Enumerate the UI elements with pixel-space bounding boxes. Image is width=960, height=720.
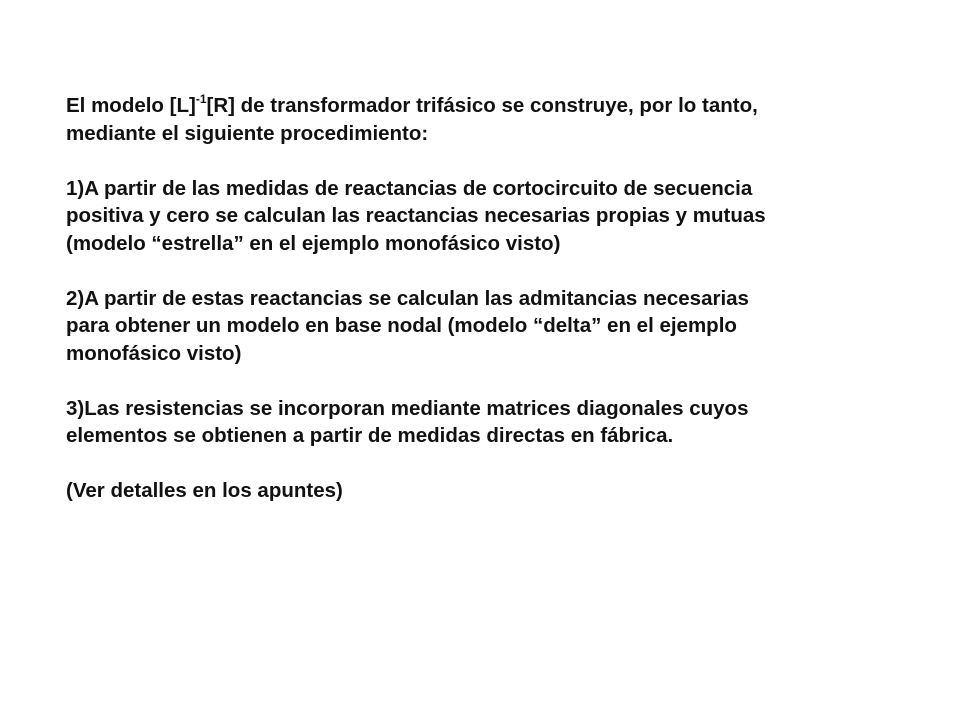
step-3-line-1: 3)Las resistencias se incorporan mediante matrices diagonales cuyos [66,396,749,420]
step-3-paragraph [66,395,896,450]
step-1-line-1: 1)A partir de las medidas de reactancias de cortocircuito de secuencia [66,176,753,200]
note-line: (Ver detalles en los apuntes) [66,479,343,502]
step-2-paragraph [66,285,896,368]
step-2-line-1: 2)A partir de estas reactancias se calculan las admitancias necesarias [66,286,749,310]
intro-line-1 [66,92,896,120]
step-2-line-3: monofásico visto) [66,341,242,365]
slide-body [66,92,896,505]
intro-line-2: mediante el siguiente procedimiento: [66,121,429,145]
step-2-line-2: para obtener un modelo en base nodal (modelo “delta” en el ejemplo [66,314,737,337]
step-1-line-2: positiva y cero se calculan las reactancias necesarias propias y mutuas [66,204,766,227]
intro-text-after-superscript: [R] de transformador trifásico se construye, por lo tanto, [206,94,758,117]
step-1-line-3: (modelo “estrella” en el ejemplo monofásico visto) [66,231,561,255]
step-3-line-2: elementos se obtienen a partir de medidas directas en fábrica. [66,424,674,447]
step-1-paragraph [66,175,896,258]
inverse-superscript: -1 [195,92,207,106]
intro-text-before-superscript: El modelo [L] [66,94,196,117]
note-paragraph [66,477,896,505]
intro-paragraph [66,92,896,147]
